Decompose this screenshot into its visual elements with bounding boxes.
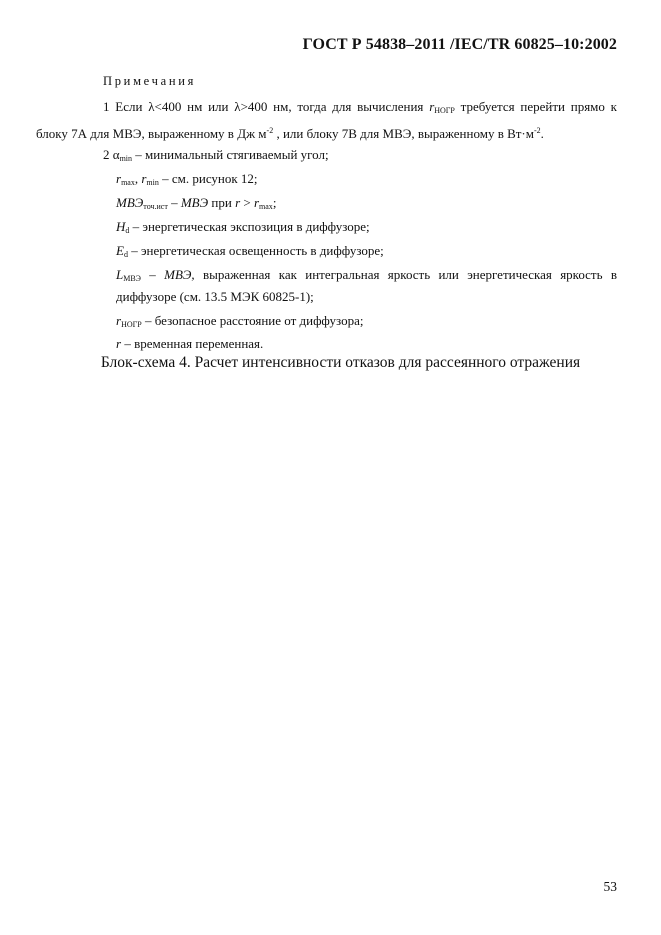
def-l-mve-line-2: диффузоре (см. 13.5 МЭК 60825-1); [116, 289, 314, 304]
note-1-line-2: блоку 7А для МВЭ, выраженному в Дж $м^{-2}$ , или блоку 7В для МВЭ, выраженному в $Вт\cdot м^{-2}$. [36, 126, 544, 141]
document-header: ГОСТ Р 54838–2011 /IEC/TR 60825–10:2002 [302, 36, 617, 53]
def-r-nogr: $r_{НОГР}$ – безопасное расстояние от диффузора; [116, 313, 364, 329]
figure-caption: Блок-схема 4. Расчет интенсивности отказов для рассеянного отражения [100, 354, 581, 371]
def-r-time: r – временная переменная. [116, 336, 264, 351]
def-hd: $H_d$ – энергетическая экспозиция в диффузоре; [116, 219, 370, 235]
note-1-line-1: 1 Если λ<400 нм или λ>400 нм, тогда для вычисления $r_{НОГР}$ требуется перейти прямо к [103, 99, 617, 115]
def-l-mve-line-1: $L_{МВЭ}$ – МВЭ, выраженная как интегральная яркость или энергетическая яркость в [116, 267, 617, 283]
note-2-line: 2 $\alpha_{min}$ – минимальный стягиваемый угол; [103, 147, 329, 163]
def-rmax-rmin: $r_{max}$, $r_{min}$ – см. рисунок 12; [116, 171, 258, 187]
page-number: 53 [603, 879, 617, 894]
def-ed: $E_d$ – энергетическая освещенность в диффузоре; [116, 243, 384, 259]
notes-title: Примечания [103, 74, 197, 88]
def-mve-point-source: $МВЭ_{точ.ист}$ – МВЭ при $r > r_{max}$; [116, 195, 277, 211]
